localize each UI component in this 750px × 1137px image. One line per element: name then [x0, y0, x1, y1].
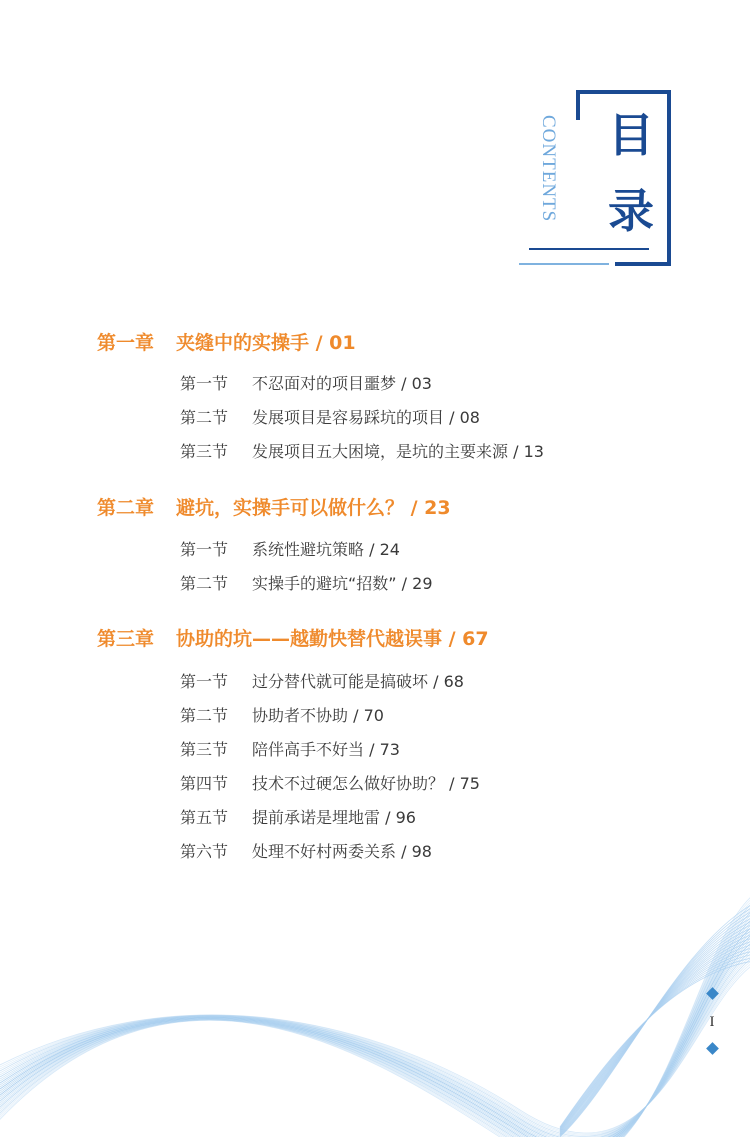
- chapter-1-section-2[interactable]: [180, 406, 480, 430]
- chapter-3-section-5[interactable]: [180, 806, 416, 830]
- chapter-number: 第二章: [97, 497, 155, 519]
- section-title: 不忍面对的项目噩梦 / 03: [252, 374, 432, 393]
- chapter-title: 避坑，实操手可以做什么？ / 23: [176, 497, 451, 519]
- section-title: 发展项目是容易踩坑的项目 / 08: [252, 408, 480, 427]
- underline-light: [519, 263, 609, 265]
- chapter-3[interactable]: [97, 622, 489, 656]
- chapter-3-section-1[interactable]: [180, 670, 464, 694]
- wave-line: [0, 911, 750, 1137]
- frame-top-line: [576, 90, 671, 94]
- section-number: 第二节: [180, 408, 229, 427]
- title-char-2: 录: [608, 184, 654, 238]
- chapter-title: 协助的坑——越勤快替代越误事 / 67: [176, 628, 489, 650]
- decorative-wave-lines: [0, 880, 750, 1137]
- wave-line: [0, 906, 750, 1137]
- chapter-3-section-3[interactable]: [180, 738, 400, 762]
- section-title: 发展项目五大困境，是坑的主要来源 / 13: [252, 442, 544, 461]
- section-title: 提前承诺是埋地雷 / 96: [252, 808, 416, 827]
- chapter-2-section-2[interactable]: [180, 572, 433, 596]
- section-number: 第一节: [180, 540, 229, 559]
- title-char-1: 目: [608, 108, 654, 162]
- chapter-number: 第三章: [97, 628, 155, 650]
- toc-title-block: [515, 85, 680, 270]
- section-title: 协助者不协助 / 70: [252, 706, 384, 725]
- wave-line: [0, 944, 750, 1137]
- section-title: 系统性避坑策略 / 24: [252, 540, 400, 559]
- section-title: 陪伴高手不好当 / 73: [252, 740, 400, 759]
- wave-line: [0, 898, 750, 1137]
- section-number: 第一节: [180, 672, 229, 691]
- wave-line: [0, 903, 750, 1137]
- section-title: 实操手的避坑“招数” / 29: [252, 574, 433, 593]
- contents-label: CONTENTS: [538, 115, 559, 223]
- section-title: 过分替代就可能是搞破坏 / 68: [252, 672, 464, 691]
- frame-left-line: [576, 90, 580, 120]
- section-number: 第三节: [180, 740, 229, 759]
- chapter-1-section-1[interactable]: [180, 372, 432, 396]
- section-number: 第二节: [180, 574, 229, 593]
- section-number: 第一节: [180, 374, 229, 393]
- page-marker: [700, 985, 724, 1065]
- underline-dark: [529, 248, 649, 250]
- section-number: 第五节: [180, 808, 229, 827]
- chapter-2[interactable]: [97, 491, 451, 525]
- chapter-2-section-1[interactable]: [180, 538, 400, 562]
- frame-bottom-line: [615, 262, 671, 266]
- wave-line: [0, 895, 750, 1137]
- frame-right-line: [667, 90, 671, 266]
- section-number: 第三节: [180, 442, 229, 461]
- chapter-1-section-3[interactable]: [180, 440, 544, 464]
- chapter-3-section-6[interactable]: [180, 840, 432, 864]
- section-title: 处理不好村两委关系 / 98: [252, 842, 432, 861]
- wave-line: [0, 900, 750, 1137]
- section-number: 第四节: [180, 774, 229, 793]
- wave-line: [0, 893, 750, 1137]
- wave-line: [0, 908, 750, 1137]
- chapter-1[interactable]: [97, 326, 356, 360]
- chapter-title: 夹缝中的实操手 / 01: [176, 332, 356, 354]
- wave-line: [0, 890, 750, 1137]
- chapter-3-section-4[interactable]: [180, 772, 480, 796]
- chapter-number: 第一章: [97, 332, 155, 354]
- section-number: 第六节: [180, 842, 229, 861]
- chapter-3-section-2[interactable]: [180, 704, 384, 728]
- section-title: 技术不过硬怎么做好协助？ / 75: [252, 774, 480, 793]
- diamond-icon: [706, 987, 719, 1000]
- section-number: 第二节: [180, 706, 229, 725]
- diamond-icon: [706, 1042, 719, 1055]
- page-number: I: [709, 1014, 715, 1030]
